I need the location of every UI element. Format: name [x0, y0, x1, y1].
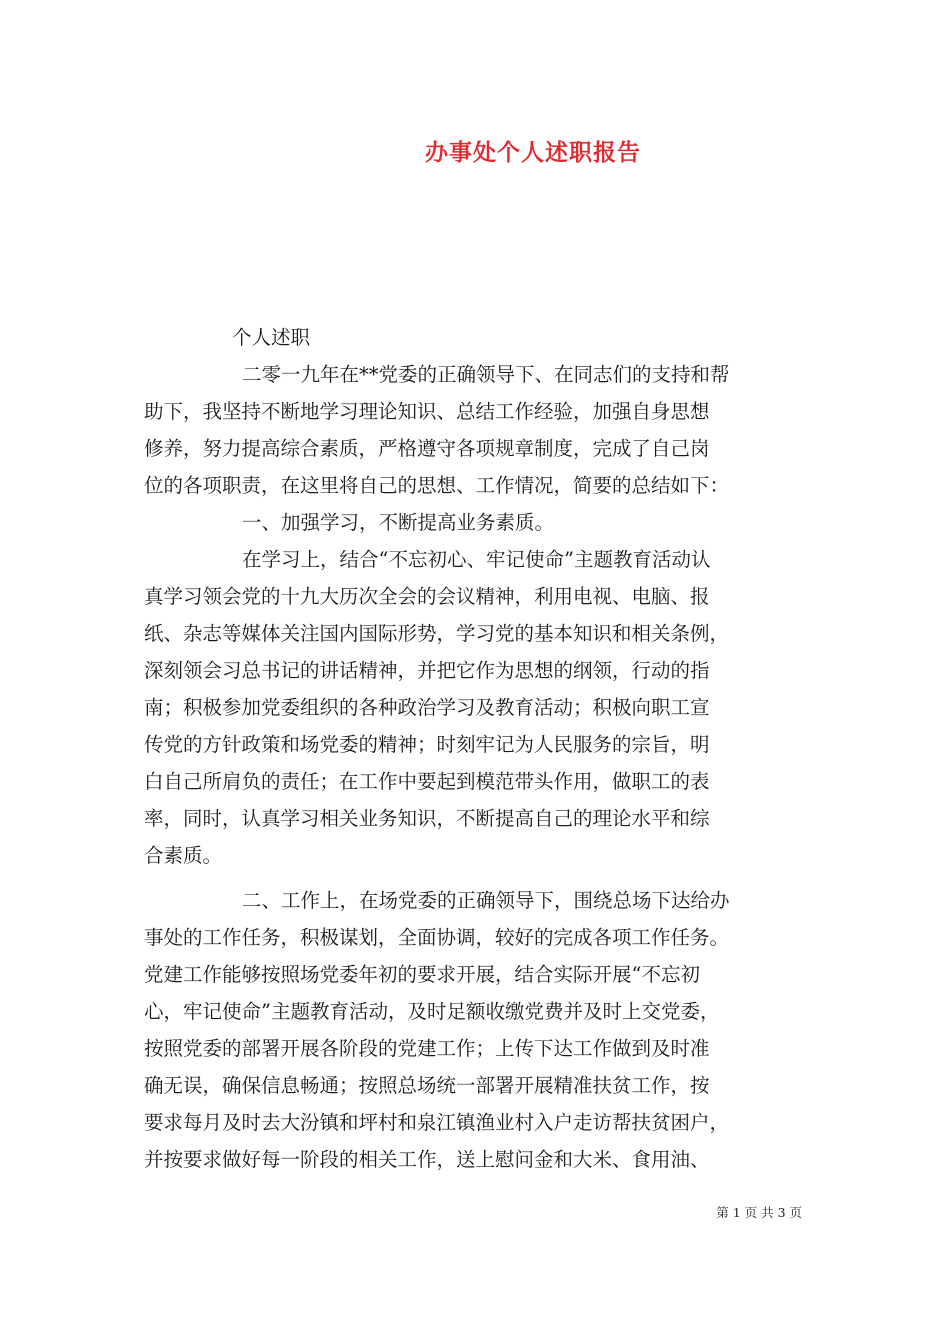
paragraph-line: 位的各项职责，在这里将自己的思想、工作情况，简要的总结如下： — [144, 474, 730, 497]
paragraph-line: 助下，我坚持不断地学习理论知识、总结工作经验，加强自身思想 — [144, 400, 710, 423]
paragraph-line: 深刻领会习总书记的讲话精神，并把它作为思想的纲领，行动的指 — [144, 659, 710, 682]
paragraph-line: 白自己所肩负的责任；在工作中要起到模范带头作用，做职工的表 — [144, 770, 710, 793]
paragraph-line: 传党的方针政策和场党委的精神；时刻牢记为人民服务的宗旨，明 — [144, 733, 710, 756]
paragraph-line: 真学习领会党的十九大历次全会的会议精神，利用电视、电脑、报 — [144, 585, 710, 608]
paragraph-line: 纸、杂志等媒体关注国内国际形势，学习党的基本知识和相关条例， — [144, 622, 730, 645]
page-title: 办事处个人述职报告 — [425, 139, 641, 166]
page-number-footer: 第 1 页 共 3 页 — [716, 1205, 802, 1220]
document-body — [144, 319, 834, 1178]
paragraph-line: 要求每月及时去大汾镇和坪村和泉江镇渔业村入户走访帮扶贫困户， — [144, 1111, 730, 1134]
paragraph-line: 心，牢记使命”主题教育活动，及时足额收缴党费并及时上交党委， — [144, 1000, 720, 1023]
paragraph-line: 率，同时，认真学习相关业务知识，不断提高自己的理论水平和综 — [144, 807, 710, 830]
paragraph-line: 按照党委的部署开展各阶段的党建工作；上传下达工作做到及时准 — [144, 1037, 710, 1060]
section-heading: 一、加强学习，不断提高业务素质。 — [242, 511, 555, 534]
paragraph-line: 确无误，确保信息畅通；按照总场统一部署开展精准扶贫工作，按 — [144, 1074, 710, 1097]
paragraph-line: 南；积极参加党委组织的各种政治学习及教育活动；积极向职工宣 — [144, 696, 710, 719]
paragraph-line: 二零一九年在**党委的正确领导下、在同志们的支持和帮 — [242, 363, 730, 386]
paragraph-line: 党建工作能够按照场党委年初的要求开展，结合实际开展“不忘初 — [144, 963, 700, 986]
section-heading: 个人述职 — [232, 326, 311, 349]
paragraph-line: 事处的工作任务，积极谋划，全面协调，较好的完成各项工作任务。 — [144, 926, 730, 949]
paragraph-line: 在学习上，结合“不忘初心、牢记使命”主题教育活动认 — [242, 548, 711, 571]
paragraph-spacer — [144, 874, 834, 882]
paragraph-line: 并按要求做好每一阶段的相关工作，送上慰问金和大米、食用油、 — [144, 1148, 710, 1171]
paragraph-line: 二、工作上，在场党委的正确领导下，围绕总场下达给办 — [242, 889, 730, 912]
paragraph-line: 合素质。 — [144, 844, 223, 867]
paragraph-line: 修养，努力提高综合素质，严格遵守各项规章制度，完成了自己岗 — [144, 437, 710, 460]
